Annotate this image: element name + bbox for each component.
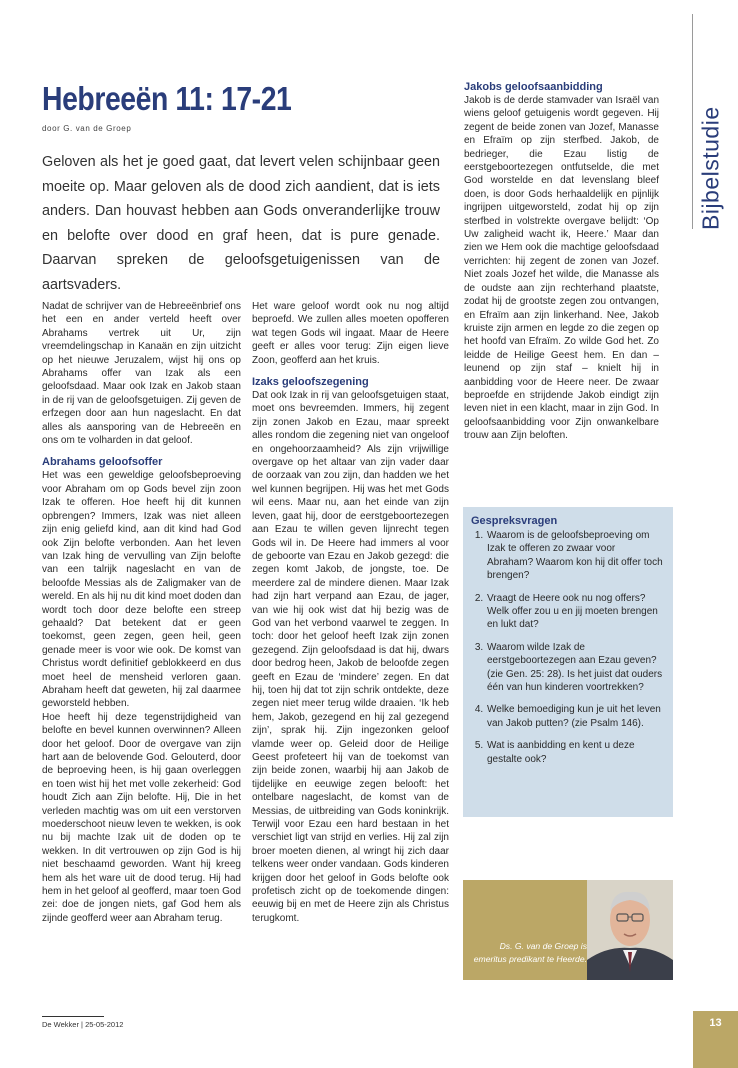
questions-list <box>471 529 663 766</box>
paragraph: Dat ook Izak in rij van geloofsgetuigen staat, moet ons bevreemden. Immers, hij zegent zijn zonen Jakob en Ezau, maar spreekt alles rondom die zegening niet van ongeloof en ongehoorzaamheid? Als zijn vrijwillige overgave op het altaar van zijn vader daar de oorzaak van zou zijn, dan hadden we het wel kunnen begrijpen. Hij was het met Gods wil eens. Maar nu, aan het einde van zijn leven, gaat hij, door de eerstgeboortezegen aan Ezau te willen geven lijnrecht tegen Gods wil in. De Heere had immers al voor de geboorte van Ezau en Jakob gezegd: die zegen komt Jakob, de jongste, toe. De meerdere zal de mindere dienen. Maar Izak had zijn hart verpand aan Ezau, de jager, van wie hij ook wist dat hij bezig was de God van het verbond vaarwel te zeggen. In toch: door het geloof heeft Izak zijn zonen gezegend. Zijn geloofsdaad is dat hij, dwars door bedrog heen, Jakob de beloofde zegen geeft en Ezau de ‘mindere’ zegen. En dat hij, toen hij dat tot zijn schrik ontdekte, deze zegen niet meer terug wilde draaien. ‘Ik heb hem, Jakob, gezegend en hij zal gezegend zijn’, sprak hij. Zijn ingezonken geloof vlamde weer op. Geleid door de Heilige Geest profeteert hij van de toekomst van zijn beide zonen, waarbij hij aan Jakob de tijdelijke en eeuwige zegen belooft: het ontelbare nageslacht, de komst van de Messias, de uitbreiding van Gods koninkrijk. Terwijl voor Ezau een hard bestaan in het verschiet ligt van strijd en verlies. Hij zal zijn broer moeten dienen, al wringt hij zich daar telkens weer onder vandaan. Gods kinderen krijgen door het geloof in Gods belofte ook profetisch zicht op de toekomende dingen: eeuwig bij en met de Heere zijn als Christus terugkomt. <box>252 390 449 924</box>
photo-caption: Ds. G. van de Groep is emeritus predikant te Heerde. <box>473 941 587 964</box>
author-photo-panel <box>463 880 673 980</box>
column-1 <box>42 300 241 925</box>
section-divider <box>692 14 693 229</box>
lead-paragraph: Geloven als het je goed gaat, dat levert velen schijnbaar geen moeite op. Maar geloven als de dood zich aandient, dat is iets anders. Dan houvast hebben aan Gods onveranderlijke trouw en belofte over dood en graf heen, dat is pure genade. Daarvan spreken de geloofsgetuigenissen van de aartsvaders. <box>42 154 440 293</box>
question-item: 4. Welke bemoediging kun je uit het leven van Jakob putten? (zie Psalm 146). <box>486 703 663 730</box>
paragraph: Hoe heeft hij deze tegenstrijdigheid van belofte en bevel kunnen overwinnen? Alleen door het geloof. Door de overgave van zijn hart aan de belovende God. Gelouterd, door de beproeving heen, is hij gaan overleggen en toen wist hij het met volle zekerheid: God houdt Zich aan Zijn belofte. Hij, Die in het verleden machtig was om uit een verstorven moederschoot nieuw leven te wekken, is ook nu bij machte Izak uit de doden op te wekken. In dit vertrouwen op zijn God is hij niet beschaamd geworden. Want hij kreeg hem als het ware uit de dood terug. Hij had hem in het geloof al geofferd, maar toen God zei: doe de jongen niets, gaf God hem als zijnde geofferd weer aan Abraham terug. <box>42 711 241 924</box>
section-label: Bijbelstudie <box>697 106 724 230</box>
footer-text: De Wekker | 25-05-2012 <box>42 1020 124 1029</box>
question-item: 3. Waarom wilde Izak de eerstgeboortezegen aan Ezau geven? (zie Gen. 25: 28). Is het juist dat ouders één van hun kinderen voortrekken? <box>486 641 663 695</box>
subheading: Abrahams geloofsoffer <box>42 456 163 469</box>
questions-box <box>463 507 673 817</box>
byline: door G. van de Groep <box>42 124 132 133</box>
column-3 <box>464 80 659 443</box>
paragraph: Het was een geweldige geloofsbeproeving voor Abraham om op Gods bevel zijn zoon Izak te offeren. Hoe heeft hij dit kunnen opbrengen? Immers, Izak was niet alleen zijn enig geliefd kind, aan dit kind had God ook Zijn belofte verbonden. Aan het leven van Izak hing de vervulling van Zijn belofte van een talrijk nageslacht en van de beloofde Messias als de Zaligmaker van de wereld. En als hij nu dit kind moet doden dan wordt toch door deze belofte een streep gehaald? Dat betekent dat er geen toekomst, geen zegen, geen heil, geen genade meer is voor wie ook. De komst van Christus wordt definitief geblokkeerd en dus moet heel de mensheid verloren gaan. Abraham heeft dat geweten, hij zal daarmee geworsteld hebben. <box>42 470 242 710</box>
paragraph: Jakob is de derde stamvader van Israël van wiens geloof getuigenis wordt gegeven. Hij zegent de beide zonen van Jozef, Manasse en Efraïm op zijn sterfbed. Jakob, de bedrieger, die Ezau listig de eerstgeboortezegen ontfutselde, die met God worstelde en dat levenslang bleef doen, is door Gods herhaaldelijk en pijnlijk ingrijpen uitgeworsteld, zodat hij op zijn sterfbed in volstrekte overgave belijdt: ‘Op Uw zaligheid wacht ik, Heere.’ Maar dan zien we Hem ook die machtige geloofsdaad verrichten: hij zegent de zonen van Jozef. Niet zoals Jozef het wilde, die Manasse als de oudste aan zijn rechterhand plaatste, zodat hij de grootste zegen zou ontvangen, en Efraïm aan zijn linkerhand. Nee, Jakob kruiste zijn armen en legde zo die zegen op het hoofd van Efraïm. Zo wilde God het. Zo leidde de Heilige Geest hem. En dan – leunend op zijn staf – knielt hij in aanbidding voor de Heere neer. De zwaar beproefde en strijdende Jakob eindigt zijn leven niet in een klacht, maar in zijn God. In geloofsaanbidding voor Zijn onwankelbare trouw aan Zijn beloften. <box>464 95 659 442</box>
paragraph: Het ware geloof wordt ook nu nog altijd beproefd. We zullen alles moeten opofferen wat tegen Gods wil ingaat. Maar de Heere geeft er alles voor terug: Zijn eigen lieve Zoon, geofferd aan het kruis. <box>252 301 449 366</box>
column-2 <box>252 300 449 925</box>
subheading: Izaks geloofszegening <box>252 376 369 389</box>
page-number: 13 <box>693 1011 738 1068</box>
question-item: 1. Waarom is de geloofsbeproeving om Izak te offeren zo zwaar voor Abraham? Waarom kon hij dit offer toch brengen? <box>486 529 663 583</box>
article-title: Hebreeën 11: 17-21 <box>42 80 292 117</box>
author-portrait <box>587 880 673 980</box>
question-item: 5. Wat is aanbidding en kent u deze gestalte ook? <box>486 739 663 766</box>
paragraph: Nadat de schrijver van de Hebreeënbrief ons het een en ander verteld heeft over Abrahams vertrek uit Ur, zijn vreemdelingschap in Kanaän en zijn uitzicht op het nieuwe Jeruzalem, wijst hij ons op Abrahams offer van Izak als een geloofsdaad. Maar ook Izak en Jakob staan in de rij van de geloofsgetuigen. Zij geven de erfzegen door aan hun nageslacht. En dat alles als aansporing van de Hebreeën en ons om te volharden in dat geloof. <box>42 301 241 447</box>
question-item: 2. Vraagt de Heere ook nu nog offers? Welk offer zou u en jij moeten brengen en lukt dat? <box>486 592 663 632</box>
subheading: Jakobs geloofsaanbidding <box>464 81 603 93</box>
footer-rule <box>42 1016 104 1017</box>
questions-heading: Gespreksvragen <box>471 515 558 527</box>
